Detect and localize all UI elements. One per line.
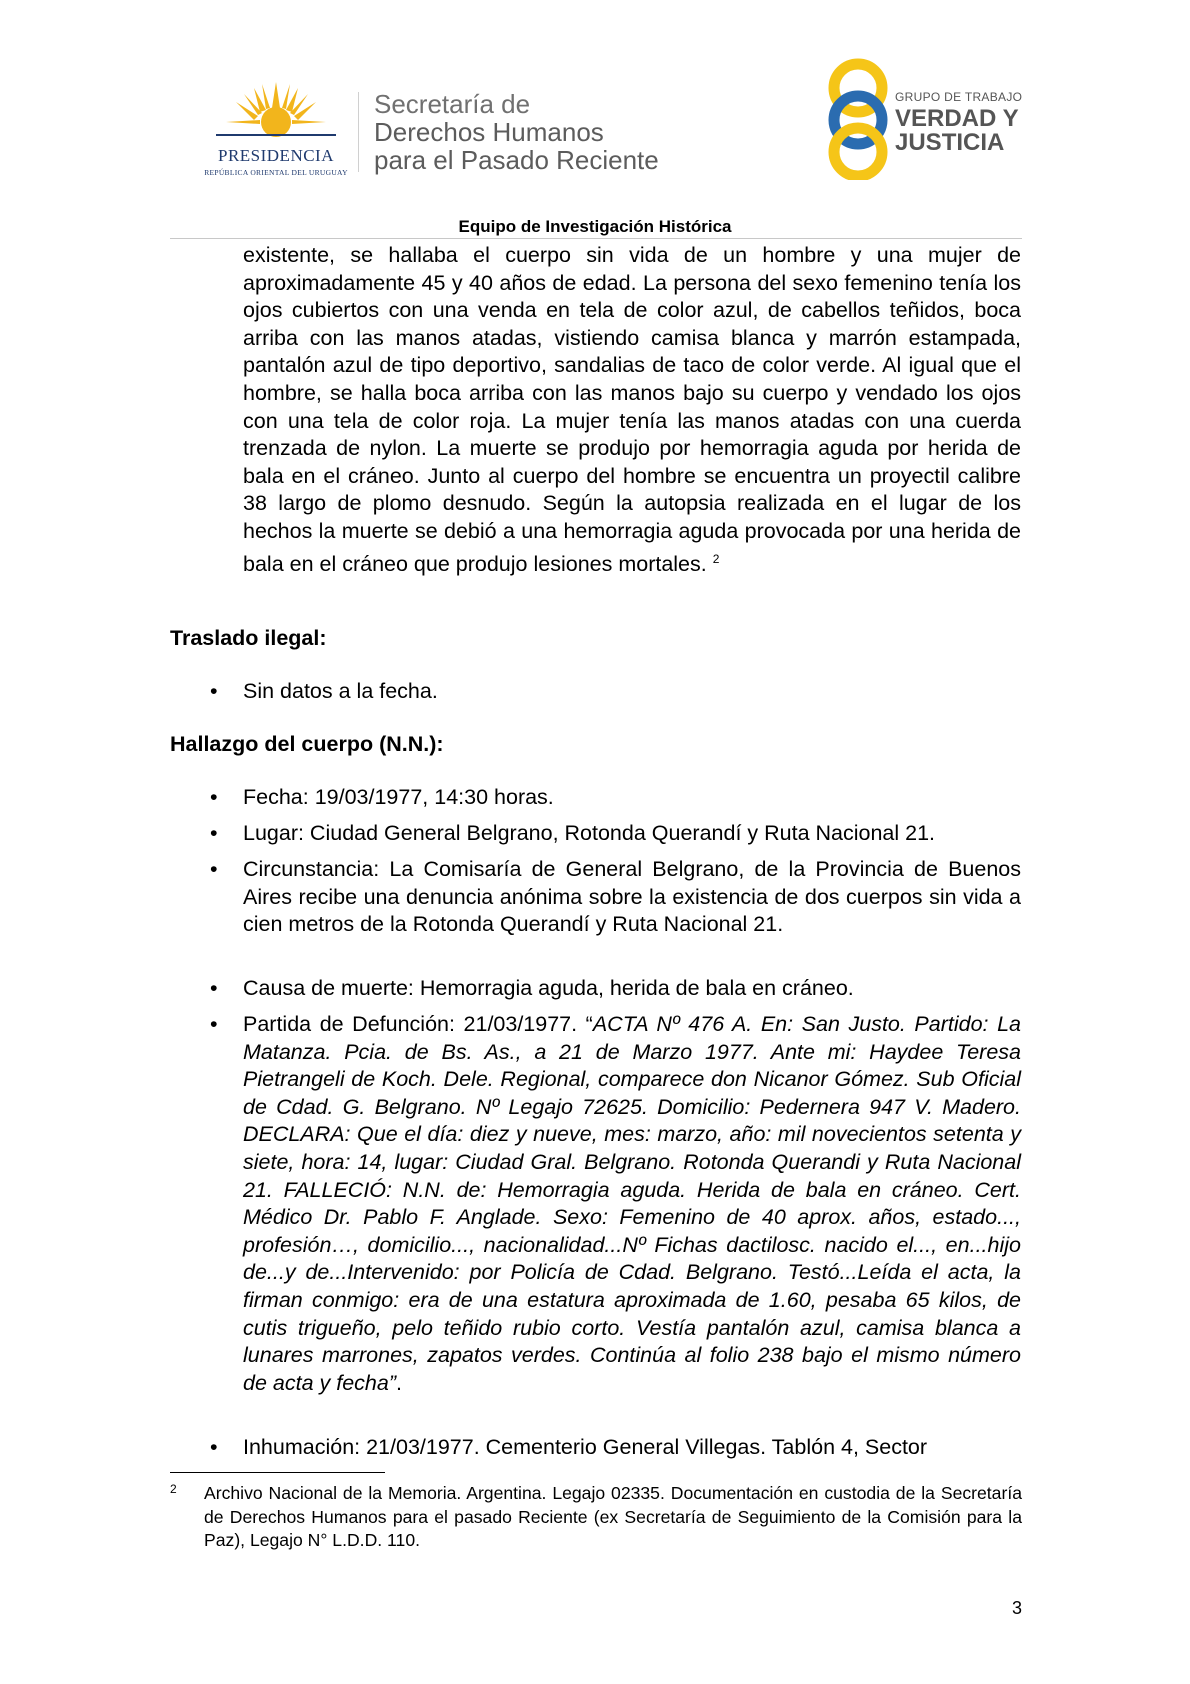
footnote-rule [170,1472,385,1473]
list-item-text: Sin datos a la fecha. [243,679,438,703]
secretaria-title [374,90,659,174]
grupo-trabajo-label: GRUPO DE TRABAJO [895,90,1023,104]
section-title-hallazgo: Hallazgo del cuerpo (N.N.): [170,732,444,756]
bullet-icon: • [210,1012,218,1036]
secretaria-line-2: Derechos Humanos [374,117,604,147]
intro-paragraph [243,242,1021,578]
list-item-text: Lugar: Ciudad General Belgrano, Rotonda Querandí y Ruta Nacional 21. [243,821,936,845]
justicia-label: JUSTICIA [895,129,1005,156]
list-item-partida [210,1011,1021,1397]
bullet-icon: • [210,857,218,881]
footnote-number: 2 [170,1482,177,1496]
footnote-ref: 2 [712,551,720,566]
partida-prefix: Partida de Defunción: 21/03/1977. “ [243,1012,593,1036]
bullet-icon: • [210,976,218,1000]
footnote-text: Archivo Nacional de la Memoria. Argentina. Legajo 02335. Documentación en custodia de la Secretaría de Derechos Humanos para el pasado Reciente (ex Secretaría de Seguimiento de la Comisión para la Paz), Legajo N° L.D.D. 110. [204,1483,1022,1550]
partida-suffix: . [395,1370,402,1395]
header-rule [170,238,1022,239]
list-item-text: Circunstancia: La Comisaría de General Belgrano, de la Provincia de Buenos Aires recibe una denuncia anónima sobre la existencia de dos cuerpos sin vida a cien metros de la Rotonda Querandí y Ruta Nacional 21. [243,857,1021,937]
bullet-icon: • [210,785,218,809]
sun-emblem-icon [196,80,356,150]
list-item-circunstancia [210,856,1021,939]
list-item-lugar [210,820,1021,848]
presidencia-logo [196,80,356,180]
secretaria-line-1: Secretaría de [374,89,531,119]
header-divider [358,92,359,172]
list-item-text: Fecha: 19/03/1977, 14:30 horas. [243,785,554,809]
bullet-icon: • [210,821,218,845]
team-title: Equipo de Investigación Histórica [458,217,732,236]
list-item [210,678,1021,706]
intro-text: existente, se hallaba el cuerpo sin vida de un hombre y una mujer de aproximadamente 45 y 40 años de edad. La persona del sexo femenino tenía los ojos cubiertos con una venda en tela de color azul, de cabellos teñidos, boca arriba con las manos atadas, vistiendo camisa blanca y marrón estampada, pantalón azul de tipo deportivo, sandalias de taco de color verde. Al igual que el hombre, se halla boca arriba con las manos bajo su cuerpo y vendado los ojos con una tela de color roja. La mujer tenía las manos atadas con una cuerda trenzada de nylon. La muerte se produjo por hemorragia aguda por herida de bala en el cráneo. Junto al cuerpo del hombre se encuentra un proyectil calibre 38 largo de plomo desnudo. Según la autopsia realizada en el lugar de los hechos la muerte se debió a una hemorragia aguda provocada por una herida de bala en el cráneo que produjo lesiones mortales. [243,243,1021,576]
list-item-inhumacion [210,1434,1021,1462]
presidencia-name: PRESIDENCIA [217,146,334,165]
chain-links-icon [818,58,898,180]
page-header [0,0,1190,240]
bullet-icon: • [210,679,218,703]
verdad-label: VERDAD Y [895,105,1019,132]
section-title-traslado: Traslado ilegal: [170,626,327,650]
secretaria-line-3: para el Pasado Reciente [374,145,659,175]
list-item-text: Causa de muerte: Hemorragia aguda, herida de bala en cráneo. [243,976,854,1000]
list-item-causa [210,975,1021,1003]
partida-acta-text: ACTA Nº 476 A. En: San Justo. Partido: La Matanza. Pcia. de Bs. As., a 21 de Marzo 1977. Ante mi: Haydee Teresa Pietrangeli de Koch. Dele. Regional, comparece don Nicanor Gómez. Sub Oficial de Cdad. G. Belgrano. Nº Legajo 72625. Domicilio: Pedernera 947 V. Madero. DECLARA: Que el día: diez y nueve, mes: marzo, año: mil novecientos setenta y siete, hora: 14, lugar: Ciudad Gral. Belgrano. Rotonda Querandi y Ruta Nacional 21. FALLECIÓ: N.N. de: Hemorragia aguda. Herida de bala en cráneo. Cert. Médico Dr. Pablo F. Anglade. Sexo: Femenino de 40 aprox. años, estado..., profesión…, domicilio..., nacionalidad...Nº Fichas dactilosc. nacido el..., en...hijo de...y de...Intervenido: por Policía de Cdad. Belgrano. Testó...Leída el acta, la firman conmigo: era de una estatura aproximada de 1.60, pesaba 65 kilos, de cutis trigueño, pelo teñido rubio corto. Vestía pantalón azul, camisa blanca a lunares marrones, zapatos verdes. Continúa al folio 238 bajo el mismo número de acta y fecha” [243,1012,1021,1395]
list-item-text: Inhumación: 21/03/1977. Cementerio General Villegas. Tablón 4, Sector [243,1435,928,1459]
bullet-icon: • [210,1435,218,1459]
presidencia-subtitle: REPÚBLICA ORIENTAL DEL URUGUAY [204,168,348,177]
list-item-fecha [210,784,1021,812]
page-number: 3 [1012,1598,1023,1618]
